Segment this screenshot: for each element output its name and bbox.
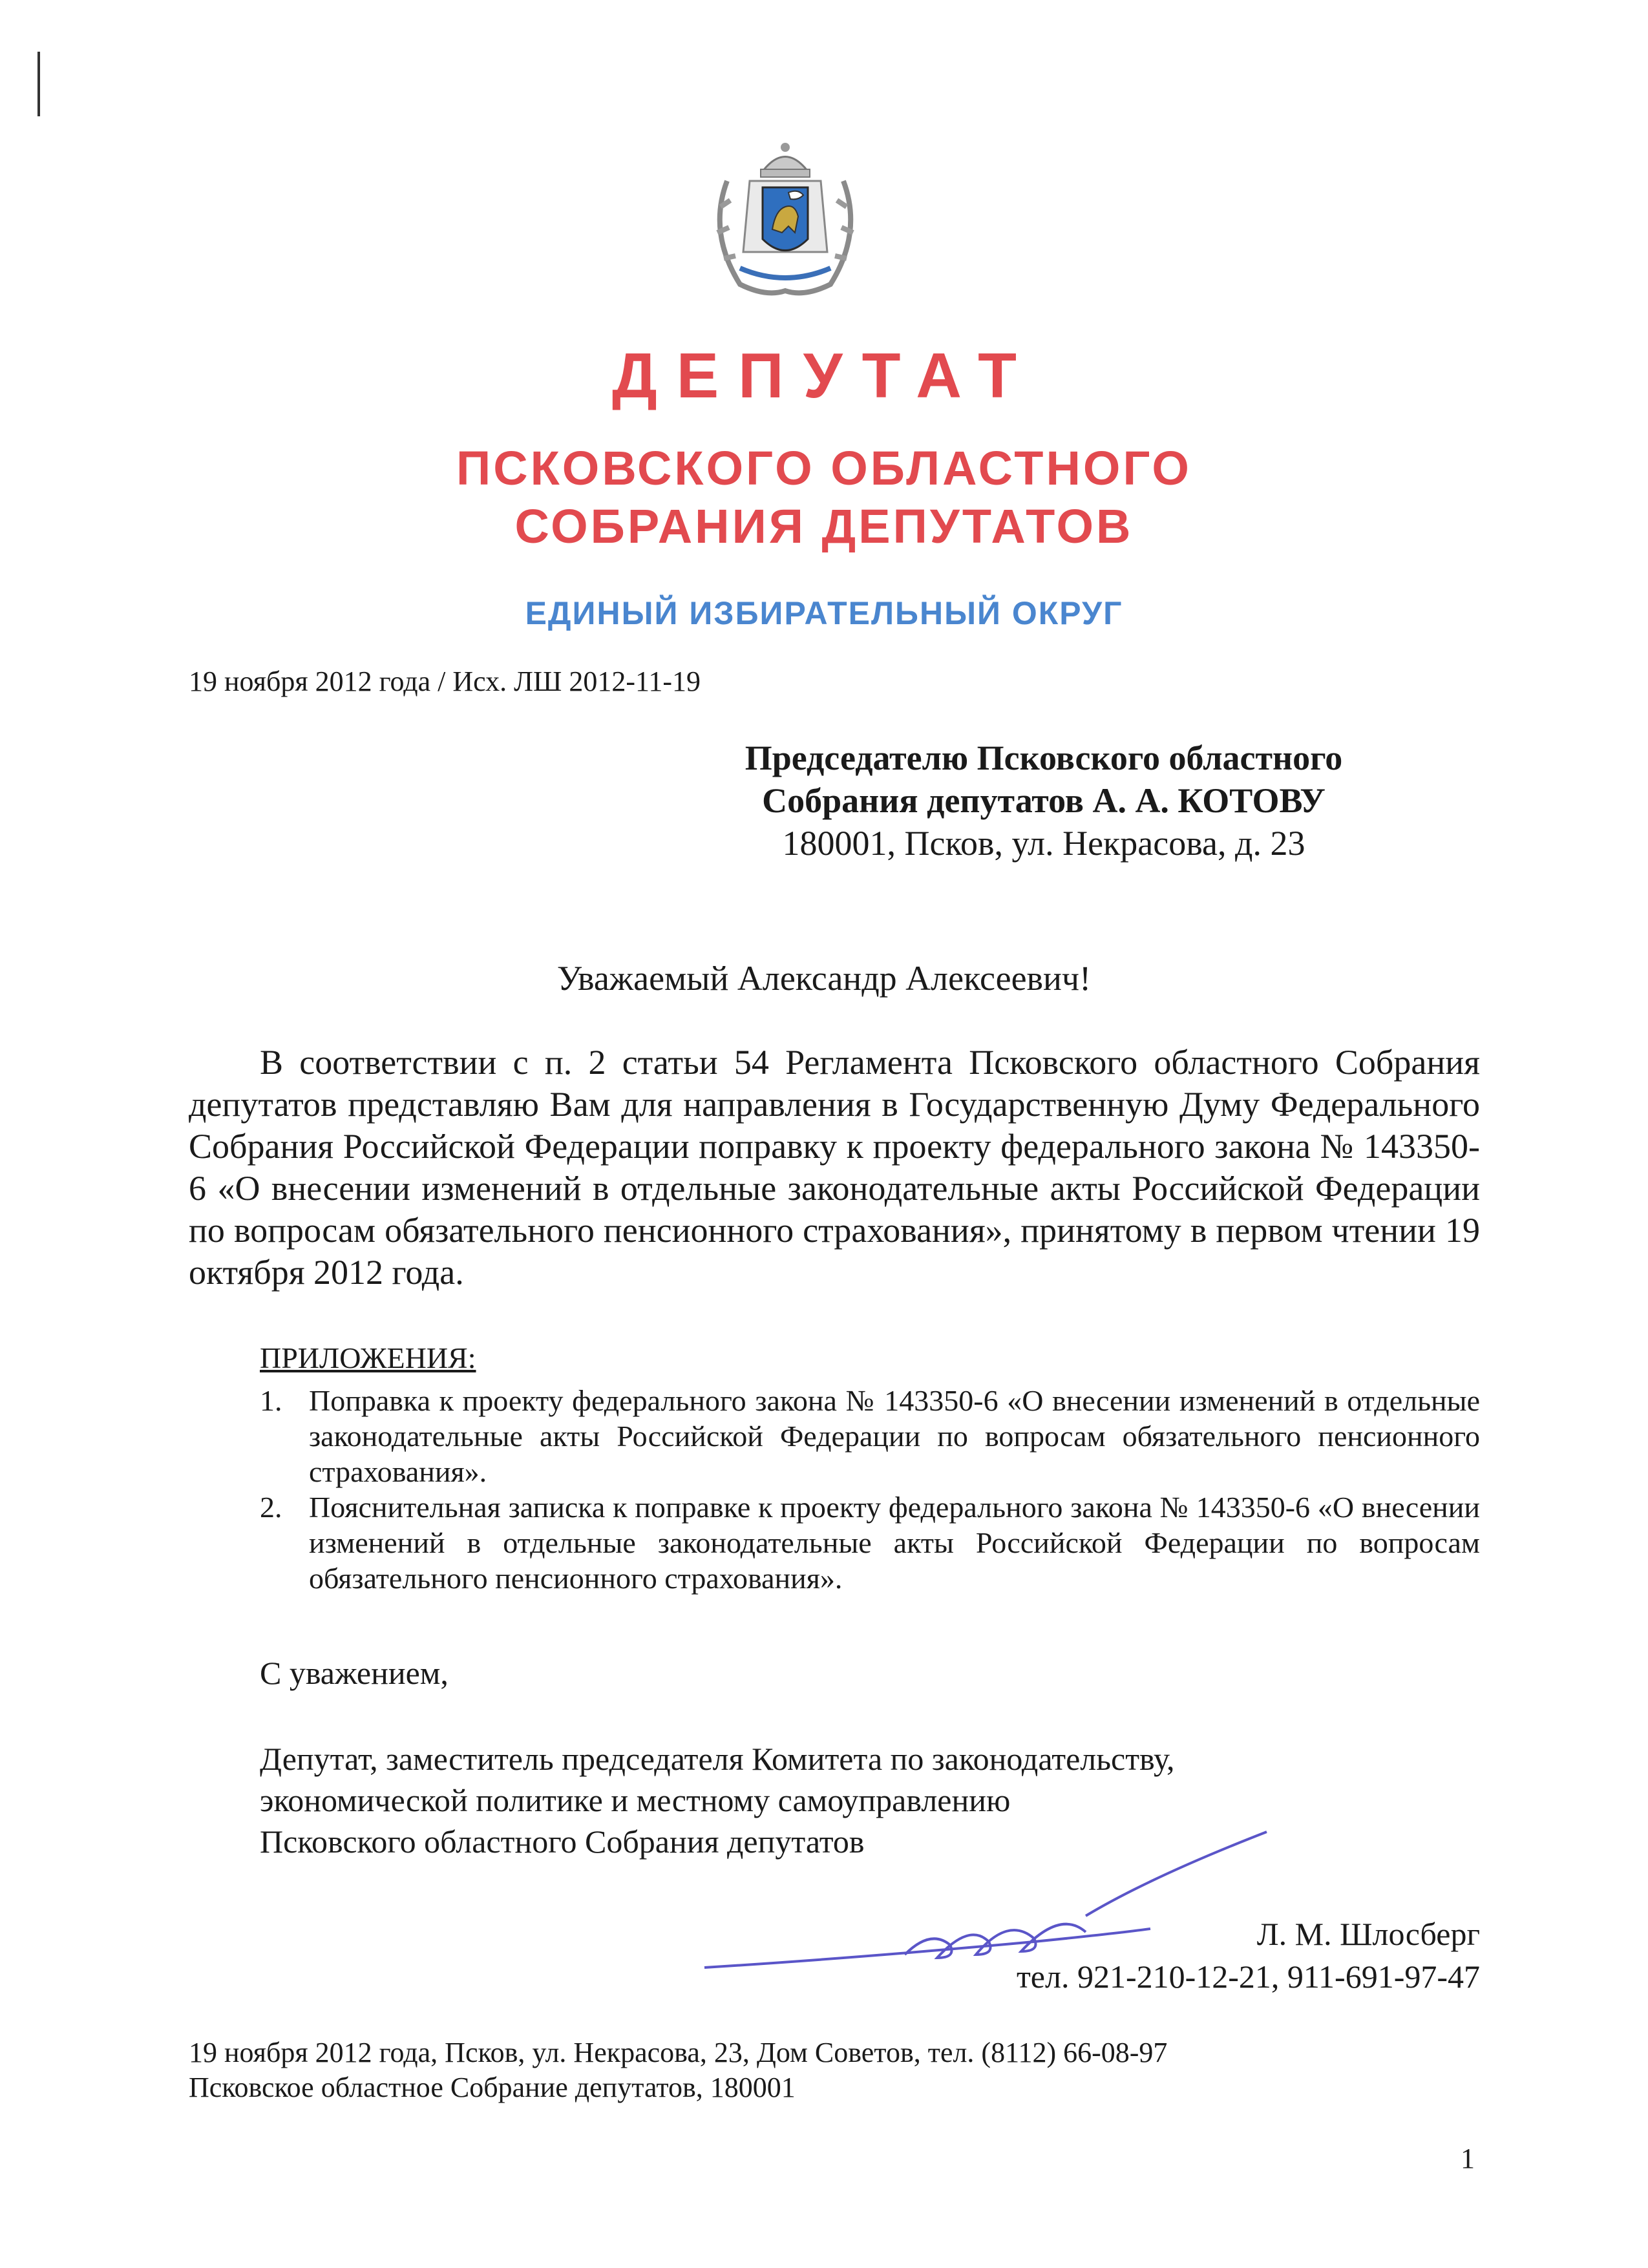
- signer-contacts: [1017, 1913, 1480, 1998]
- position-line3: Псковского областного Собрания депутатов: [260, 1823, 865, 1860]
- signer-name: Л. М. Шлосберг: [1256, 1916, 1480, 1952]
- footer-block: [189, 2035, 1167, 2105]
- addressee-line1: Председателю Псковского областного: [745, 739, 1343, 777]
- salutation: Уважаемый Александр Алексеевич!: [556, 959, 1092, 998]
- footer-line2: Псковское областное Собрание депутатов, 180001: [189, 2072, 796, 2103]
- header-district: ЕДИНЫЙ ИЗБИРАТЕЛЬНЫЙ ОКРУГ: [525, 595, 1123, 631]
- header-assembly-line1: ПСКОВСКОГО ОБЛАСТНОГО: [456, 441, 1192, 495]
- attachment-number: 1.: [260, 1384, 282, 1417]
- attachment-item: [260, 1383, 1480, 1489]
- margin-mark: [37, 52, 40, 116]
- attachments-list: [260, 1383, 1480, 1596]
- header-assembly-line2: СОБРАНИЯ ДЕПУТАТОВ: [514, 499, 1134, 553]
- attachment-item: [260, 1489, 1480, 1596]
- addressee-block: [704, 737, 1383, 865]
- attachment-text: Пояснительная записка к поправке к проекту федерального закона № 143350-6 «О внесении изменений в отдельные законодательные акты Российской Федерации по вопросам обязательного пенсионного страхования».: [309, 1491, 1480, 1595]
- body-paragraph: В соответствии с п. 2 статьи 54 Регламента Псковского областного Собрания депутатов представляю Вам для направления в Государственную Думу Федерального Собрания Российской Федерации поправку к проекту федерального закона № 143350-6 «О внесении изменений в отдельные законодательные акты Российской Федерации по вопросам обязательного пенсионного страхования», принятому в первом чтении 19 октября 2012 года.: [189, 1043, 1480, 1292]
- position-line2: экономической политике и местному самоуправлению: [260, 1782, 1011, 1818]
- footer-line1: 19 ноября 2012 года, Псков, ул. Некрасова, 23, Дом Советов, тел. (8112) 66-08-97: [189, 2037, 1168, 2068]
- position-line1: Депутат, заместитель председателя Комитета по законодательству,: [260, 1741, 1175, 1777]
- pskov-coat-of-arms-icon: [701, 136, 869, 300]
- page-number: 1: [1461, 2143, 1475, 2174]
- attachment-number: 2.: [260, 1491, 282, 1524]
- attachment-text: Поправка к проекту федерального закона № 143350-6 «О внесении изменений в отдельные законодательные акты Российской Федерации по вопросам обязательного пенсионного страхования».: [309, 1384, 1480, 1488]
- outgoing-number: 19 ноября 2012 года / Исх. ЛШ 2012-11-19: [189, 666, 701, 697]
- header-title: ДЕПУТАТ: [611, 340, 1037, 411]
- attachments-heading: ПРИЛОЖЕНИЯ:: [260, 1341, 476, 1374]
- closing-regards: С уважением,: [260, 1655, 449, 1691]
- signer-phones: тел. 921-210-12-21, 911-691-97-47: [1016, 1958, 1480, 1995]
- addressee-address: 180001, Псков, ул. Некрасова, д. 23: [782, 824, 1305, 863]
- addressee-line2: Собрания депутатов А. А. КОТОВУ: [762, 781, 1326, 820]
